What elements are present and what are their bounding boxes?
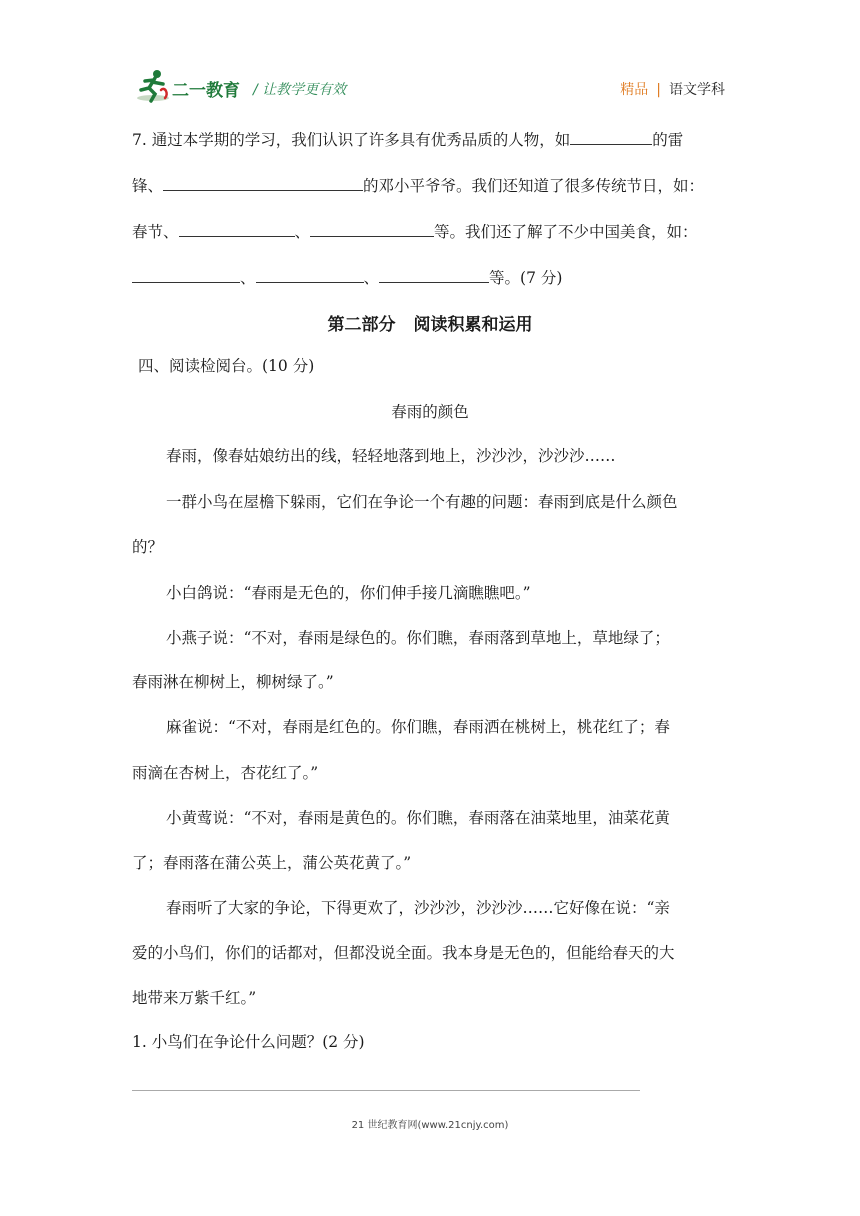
story-paragraph: 小白鸽说：“春雨是无色的，你们伸手接几滴瞧瞧吧。” [166, 584, 531, 602]
q7-line-3 [132, 220, 698, 242]
story-paragraph: 春雨听了大家的争论，下得更欢了，沙沙沙，沙沙沙……它好像在说：“亲 [166, 899, 670, 917]
q7-text: 、 [240, 269, 256, 287]
quality-tag: 精品 [620, 82, 649, 98]
answer-blank[interactable] [163, 174, 363, 191]
tag-separator: | [656, 82, 661, 98]
section-name: 阅读积累和运用 [413, 315, 533, 335]
answer-blank[interactable] [179, 220, 295, 237]
story-paragraph-cont: 爱的小鸟们，你们的话都对，但都没说全面。我本身是无色的，但能给春天的大 [132, 944, 675, 962]
q7-text: 等。我们还了解了不少中国美食，如： [434, 223, 698, 241]
story-paragraph-cont: 的？ [132, 538, 164, 556]
answer-blank[interactable] [256, 266, 364, 283]
story-paragraph-cont: 春雨淋在柳树上，柳树绿了。” [132, 673, 334, 691]
q7-text: 等。(7 分) [489, 269, 563, 287]
story-paragraph: 小黄莺说：“不对，春雨是黄色的。你们瞧，春雨落在油菜地里，油菜花黄 [166, 809, 670, 827]
story-paragraph-cont: 雨滴在杏树上，杏花红了。” [132, 764, 319, 782]
slogan: / 让教学更有效 [253, 82, 347, 98]
q7-text: 的邓小平爷爷。我们还知道了很多传统节日，如： [363, 177, 705, 195]
answer-blank[interactable] [132, 266, 240, 283]
question-4-heading: 四、阅读检阅台。(10 分) [138, 357, 315, 375]
q7-text: 、 [363, 269, 380, 287]
brand-name: 二一教育 [172, 81, 240, 101]
answer-blank[interactable] [310, 220, 434, 237]
answer-line[interactable] [132, 1090, 640, 1091]
story-title: 春雨的颜色 [391, 403, 469, 421]
subject-label: 语文学科 [669, 82, 725, 98]
section-title [0, 310, 860, 335]
story-paragraph-cont: 地带来万紫千红。” [132, 989, 257, 1007]
answer-blank[interactable] [570, 128, 652, 145]
story-paragraph: 小燕子说：“不对，春雨是绿色的。你们瞧，春雨落到草地上，草地绿了； [166, 629, 670, 647]
sub-question-1: 1. 小鸟们在争论什么问题？(2 分) [132, 1033, 365, 1051]
q7-line-1 [132, 128, 683, 150]
q7-text: 的雷 [652, 131, 684, 149]
q7-line-4 [132, 266, 562, 288]
q7-text: 7. 通过本学期的学习，我们认识了许多具有优秀品质的人物，如 [132, 131, 571, 149]
answer-blank[interactable] [379, 266, 489, 283]
story-paragraph: 麻雀说：“不对，春雨是红色的。你们瞧，春雨洒在桃树上，桃花红了；春 [166, 718, 670, 736]
page-footer: 21 世纪教育网(www.21cnjy.com) [351, 1120, 509, 1131]
subject-tag [620, 79, 725, 99]
section-part: 第二部分 [327, 315, 396, 335]
q7-text: 锋、 [132, 177, 164, 195]
page-header [135, 68, 725, 108]
q7-text: 春节、 [132, 223, 179, 241]
q7-line-2 [132, 174, 704, 196]
story-paragraph-cont: 了；春雨落在蒲公英上，蒲公英花黄了。” [132, 854, 412, 872]
story-paragraph: 春雨，像春姑娘纺出的线，轻轻地落到地上，沙沙沙，沙沙沙…… [166, 447, 616, 465]
q7-text: 、 [294, 223, 311, 241]
story-paragraph: 一群小鸟在屋檐下躲雨，它们在争论一个有趣的问题：春雨到底是什么颜色 [166, 493, 678, 511]
